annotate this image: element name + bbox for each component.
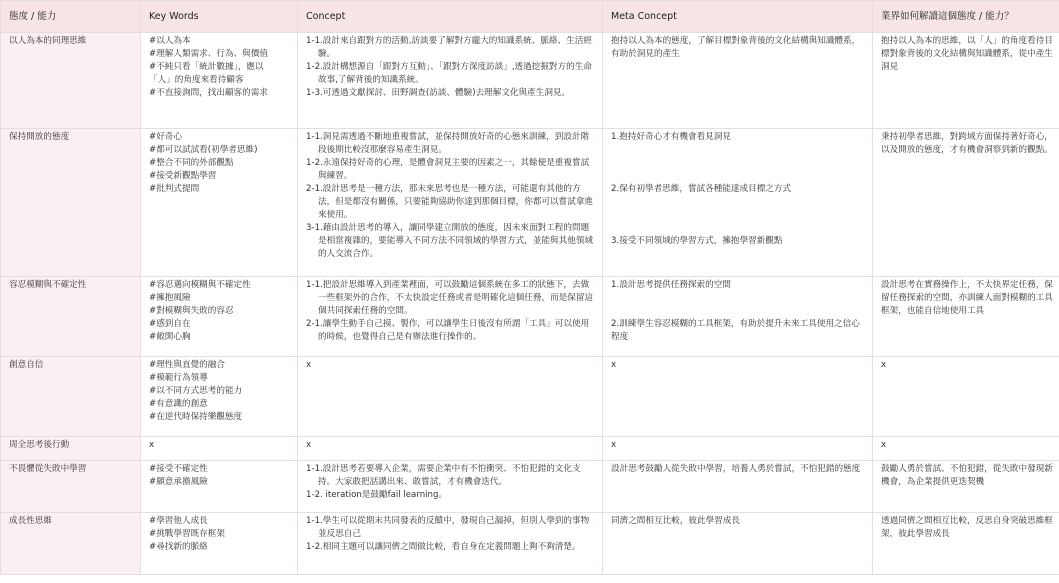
concept-item: x <box>306 440 312 450</box>
concept-item: x <box>306 360 312 370</box>
keyword: #理解人類需求、行為、與價值 <box>149 49 268 59</box>
table-row <box>1 277 1059 357</box>
concept-cell <box>298 461 603 513</box>
keywords-cell <box>141 437 298 461</box>
table-row <box>1 129 1059 277</box>
keyword: #感到自在 <box>149 319 191 329</box>
industry-item: 秉持初學者思維，對跨域方面保持著好奇心，以及開放的態度，才有機會洞察到新的觀點。 <box>881 132 1053 155</box>
concept-cell <box>298 513 603 575</box>
keyword: 「人」的角度來看待顧客 <box>149 75 244 85</box>
concept-item: 1-3.可透過文獻探討、田野調查(訪談、體驗)去理解文化與產生洞見。 <box>306 88 571 98</box>
industry-item: 抱持以人為本的思維，以「人」的角度看待目標對象背後的文化結構與知識體系，從中產生洞見 <box>881 36 1053 72</box>
keyword: #以人為本 <box>149 36 191 46</box>
keyword: #容忍邁向模糊與不確定性 <box>149 280 251 290</box>
keyword: #擁抱風險 <box>149 293 191 303</box>
meta-item: 3.接受不同領域的學習方式，擁抱學習新觀點 <box>611 236 783 246</box>
industry-cell <box>873 357 1059 437</box>
keyword: #挑戰學習既存框架 <box>149 529 225 539</box>
keyword: #不直接詢問，找出顧客的需求 <box>149 88 268 98</box>
meta-item: 設計思考鼓勵人從失敗中學習，培養人勇於嘗試，不怕犯錯的態度 <box>611 464 861 474</box>
keyword: #好奇心 <box>149 132 182 142</box>
meta-item: 2.保有初學者思維，嘗試各種能達成目標之方式 <box>611 184 792 194</box>
keyword: #在逆代時保持樂觀態度 <box>149 412 243 422</box>
industry-cell <box>873 461 1059 513</box>
keyword: #理性與直覺的融合 <box>149 360 225 370</box>
meta-item: 1.抱持好奇心才有機會看見洞見 <box>611 132 731 142</box>
concept-item: 1-1.設計思考若要導入企業，需要企業中有不怕衝突、不怕犯錯的文化支持。大家敢把話講出來、敢嘗試，才有機會迭代。 <box>306 464 581 487</box>
concept-cell <box>298 277 603 357</box>
keyword: #敞開心胸 <box>149 332 191 342</box>
meta-item: 同濟之間相互比較，彼此學習成長 <box>611 516 740 526</box>
keywords-cell <box>141 513 298 575</box>
meta-cell <box>603 461 873 513</box>
keyword: #接受新觀點學習 <box>149 171 217 181</box>
keyword: #以不同方式思考的能力 <box>149 386 243 396</box>
keywords-cell <box>141 33 298 129</box>
header-keywords: Key Words <box>141 1 298 33</box>
concept-cell <box>298 33 603 129</box>
meta-item: x <box>611 440 617 450</box>
table-row <box>1 357 1059 437</box>
header-row <box>1 1 1059 33</box>
industry-item: 設計思考在實務操作上，不太快界定任務，保留任務探索的空間，亦訓練人面對模糊的工具框架，也能自信地使用工具 <box>881 280 1053 316</box>
attitude-cell: 保持開放的態度 <box>1 129 141 277</box>
keyword: #願意承擔風險 <box>149 477 208 487</box>
concept-cell <box>298 437 603 461</box>
concept-item: 1-2. iteration是鼓勵fail learning。 <box>306 490 448 500</box>
concept-cell <box>298 357 603 437</box>
attitude-cell: 容忍模糊與不確定性 <box>1 277 141 357</box>
industry-item: x <box>881 440 887 450</box>
meta-cell <box>603 513 873 575</box>
keyword: #整合不同的外部觀點 <box>149 158 234 168</box>
keywords-cell <box>141 357 298 437</box>
industry-item: x <box>881 360 887 370</box>
keyword: #批判式提問 <box>149 184 200 194</box>
concept-item: 1-1.洞見需透過不斷地重複嘗試，並保持開放好奇的心態來訓練，到設計階段後期比較沒那麼容易產生洞見。 <box>306 132 590 155</box>
table-row <box>1 33 1059 129</box>
attitude-cell: 創意自信 <box>1 357 141 437</box>
keyword: x <box>149 440 155 450</box>
concept-item: 1-2.相同主題可以讓同儕之間做比較，看自身在定義問題上夠不夠清楚。 <box>306 542 581 552</box>
keyword: #尋找新的脈絡 <box>149 542 208 552</box>
header-concept: Concept <box>298 1 603 33</box>
industry-cell <box>873 437 1059 461</box>
meta-item: x <box>611 360 617 370</box>
keywords-cell <box>141 277 298 357</box>
concept-item: 2-1.設計思考是一種方法，那未來思考也是一種方法，可能還有其他的方法，但是都沒有關係，只要能夠協助你達到那個目標，你都可以嘗試拿進來使用。 <box>306 184 594 220</box>
concept-cell <box>298 129 603 277</box>
meta-item: 2.訓練學生容忍模糊的工具框架，有助於提升未來工具使用之信心程度 <box>611 319 860 342</box>
concept-item: 1-2.永遠保持好奇的心理，是體會洞見主要的因素之一，其餘便是重複嘗試與練習。 <box>306 158 590 181</box>
meta-cell <box>603 277 873 357</box>
keyword: #學習他人成長 <box>149 516 208 526</box>
header-meta-concept: Meta Concept <box>603 1 873 33</box>
industry-cell <box>873 277 1059 357</box>
table-row <box>1 513 1059 575</box>
industry-item: 透過同儕之間相互比較，反思自身突破思維框架，彼此學習成長 <box>881 516 1053 539</box>
meta-cell <box>603 437 873 461</box>
header-industry: 業界如何解讀這個態度 / 能力？ <box>873 1 1059 33</box>
keyword: #模範行為領導 <box>149 373 208 383</box>
attitude-cell: 以人為本的同理思維 <box>1 33 141 129</box>
attitude-cell: 成長性思維 <box>1 513 141 575</box>
header-attitude: 態度 / 能力 <box>1 1 141 33</box>
keyword: #有意識的創意 <box>149 399 208 409</box>
attitude-cell: 不畏懼從失敗中學習 <box>1 461 141 513</box>
table-row <box>1 461 1059 513</box>
keyword: #對模糊與失敗的容忍 <box>149 306 234 316</box>
industry-cell <box>873 129 1059 277</box>
concept-item: 1-1.設計來自跟對方的活動,訪談要了解對方龐大的知識系統、脈絡、生活經驗。 <box>306 36 592 59</box>
meta-cell <box>603 33 873 129</box>
keyword: #不純只看「統計數據」，應以 <box>149 62 264 72</box>
table-row <box>1 437 1059 461</box>
industry-cell <box>873 513 1059 575</box>
meta-item: 1.設計思考提供任務探索的空間 <box>611 280 731 290</box>
concept-item: 2-1.讓學生動手自己摸、製作，可以讓學生日後沒有所謂「工具」可以使用的時候，也覺得自己是有辦法進行操作的。 <box>306 319 590 342</box>
concept-item: 1-1.學生可以從期末共同發表的反饋中，發現自己漏掉，但別人學到的事物並反思自己 <box>306 516 590 539</box>
concept-item: 3-1.藉由設計思考的導入，讓同學建立開放的態度，因未來面對工程的問題是相當複雜的，要能導入不同方法不同領域的學習方式，並能與其他領域的人交流合作。 <box>306 223 594 259</box>
industry-cell <box>873 33 1059 129</box>
attitude-cell: 周全思考後行動 <box>1 437 141 461</box>
keyword: #接受不確定性 <box>149 464 208 474</box>
meta-cell <box>603 129 873 277</box>
concept-item: 1-2.設計構想源自「跟對方互動」、「跟對方深度訪談」,透過挖掘對方的生命故事,了解背後的知識系統。 <box>306 62 592 85</box>
keywords-cell <box>141 461 298 513</box>
industry-item: 鼓勵人勇於嘗試、不怕犯錯，從失敗中發現新機會，為企業提供更迭契機 <box>881 464 1053 487</box>
keyword: #都可以試試看(初學者思維) <box>149 145 258 155</box>
meta-item: 抱持以人為本的態度，了解目標對象背後的文化結構與知識體系，有助於洞見的產生 <box>611 36 861 59</box>
concept-item: 1-1.把設計思維導入到產業裡面，可以鼓勵這個系統在多工的狀態下，去做一些框架外的合作，不太快設定任務或者是明確化這個任務，而是保留這個共同探索任務的空間。 <box>306 280 594 316</box>
keywords-cell <box>141 129 298 277</box>
meta-cell <box>603 357 873 437</box>
